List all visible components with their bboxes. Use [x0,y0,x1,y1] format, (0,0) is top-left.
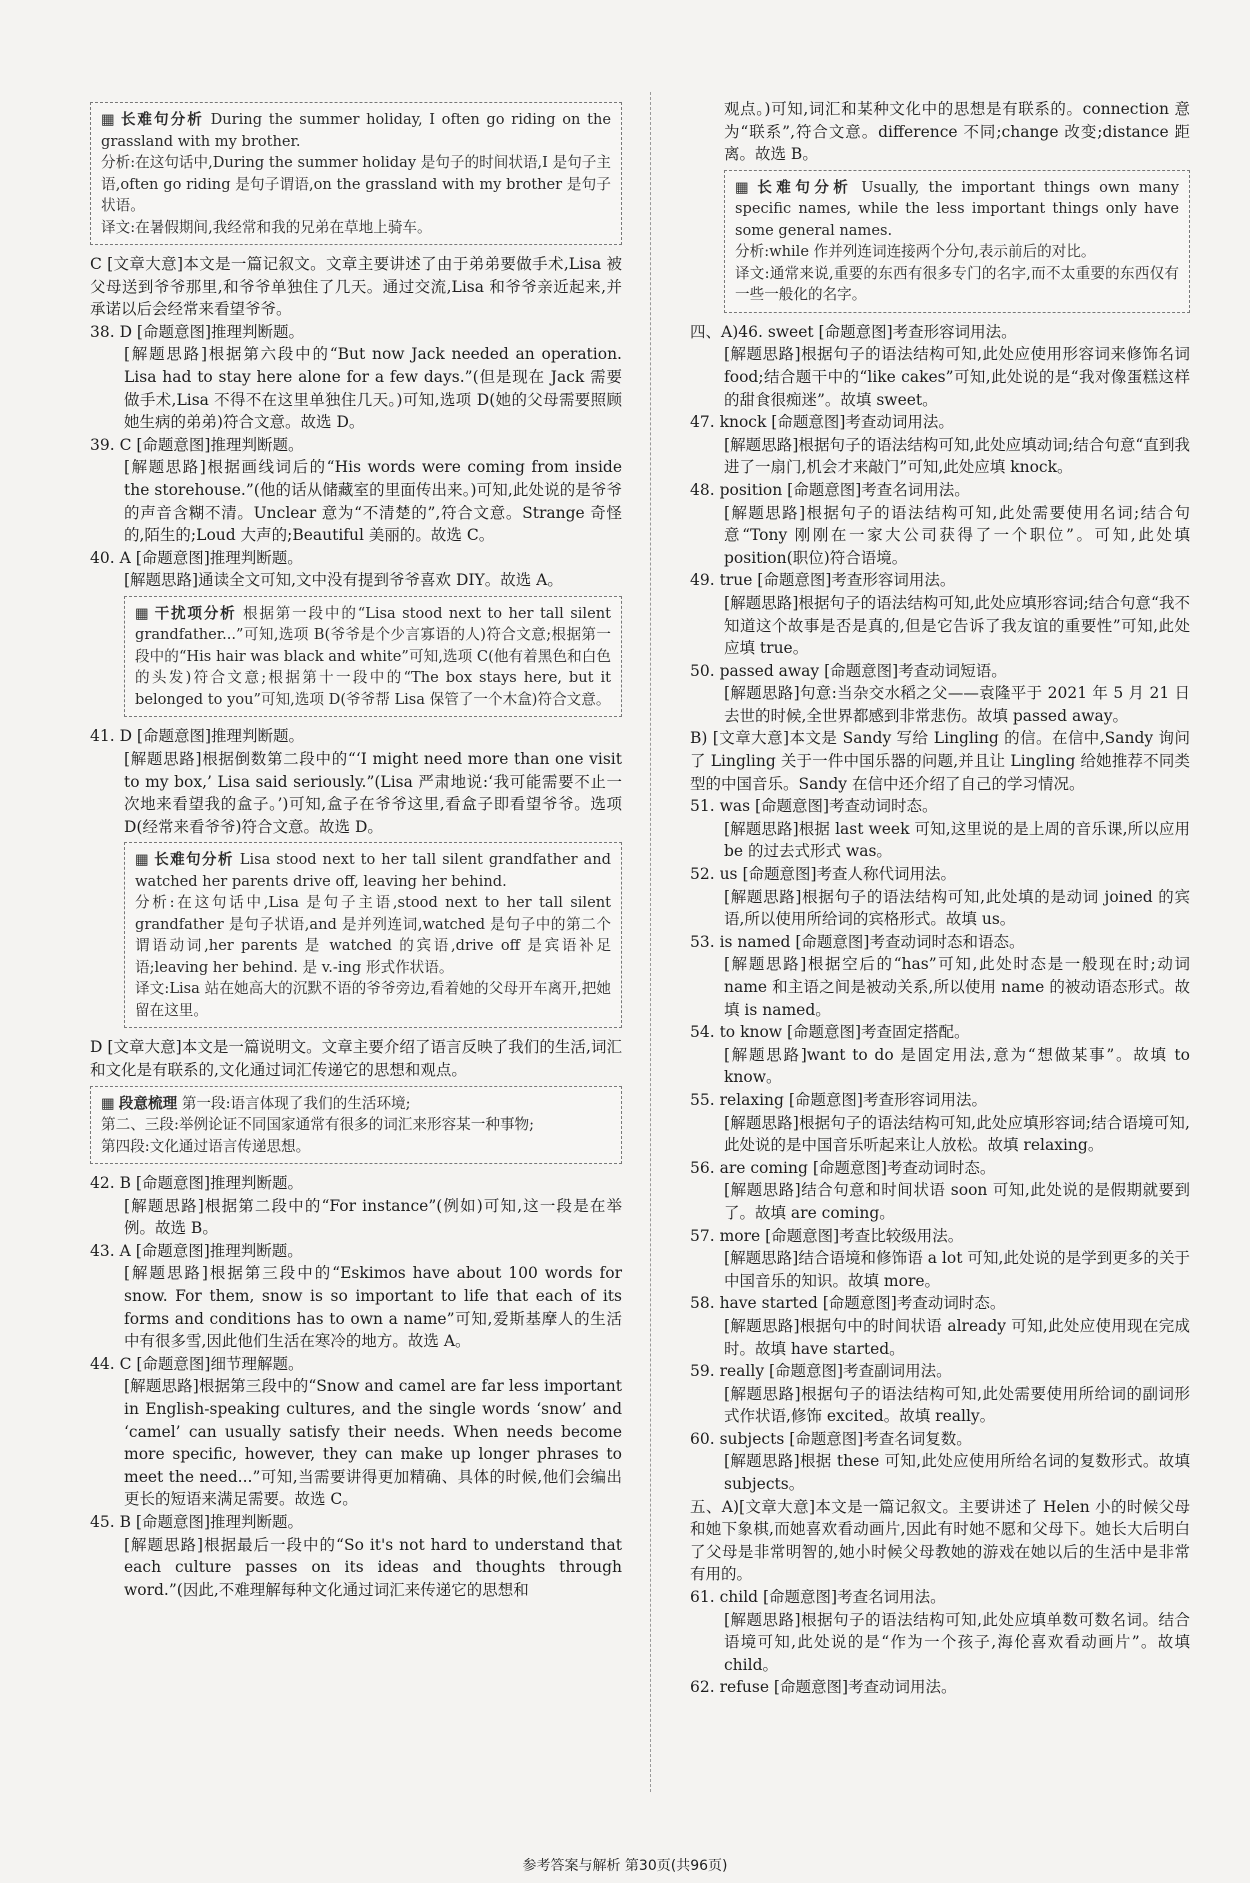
answer-item: 55. relaxing [命题意图]考查形容词用法。 [690,1090,987,1109]
long-sentence-box [724,170,1190,313]
answer-explanation: [解题思路]根据 last week 可知,这里说的是上周的音乐课,所以应用 be 的过去式形式 was。 [724,819,1190,861]
page-footer: 参考答案与解析 第30页(共96页) [522,1858,728,1874]
box-line: 译文:Lisa 站在她高大的沉默不语的爷爷旁边,看着她的父母开车离开,把她留在这里。 [135,980,611,1019]
answer-item: 56. are coming [命题意图]考查动词时态。 [690,1158,996,1177]
answer-explanation: [解题思路]根据 these 可知,此处应使用所给名词的复数形式。故填 subjects。 [724,1452,1190,1494]
answer-item: 五、A)[文章大意]本文是一篇记叙文。主要讲述了 Helen 小的时候父母和她下象棋,而她喜欢看动画片,因此有时她不愿和父母下。她长大后明白了父母是非常明智的,她小时候父母教她的游戏在她以后的生活中是非常有用的。 [690,1497,1190,1584]
answer-41: 41. D [命题意图]推理判断题。 [90,727,305,746]
answer-explanation: [解题思路]结合句意和时间状语 soon 可知,此处说的是假期就要到了。故填 are coming。 [724,1181,1190,1222]
answer-item: 59. really [命题意图]考查副词用法。 [690,1362,952,1381]
answer-explanation: [解题思路]根据句子的语法结构可知,此处需要使用所给词的副词形式作状语,修饰 excited。故填 really。 [724,1384,1190,1426]
long-sentence-box [124,842,622,1028]
answer-item: 48. position [命题意图]考查名词用法。 [690,480,970,499]
answer-42: 42. B [命题意图]推理判断题。 [90,1174,303,1193]
box-line: 第四段:文化通过语言传递思想。 [101,1137,311,1155]
box-label: ▦ 长难句分析 [101,111,204,128]
box-label: ▦ 段意梳理 [101,1095,177,1112]
answer-explanation: [解题思路]结合语境和修饰语 a lot 可知,此处说的是学到更多的关于中国音乐的知识。故填 more。 [724,1249,1190,1290]
box-line: 分析:在这句话中,Lisa 是句子主语,stood next to her tall silent grandfather 是句子状语,and 是并列连词,watched 是句子中的第二个谓语动词,her parents 是 watched 的宾语,drive off 是宾语补足语;leaving her behind. 是 v.-ing 形式作状语。 [135,894,611,976]
answer-42-explanation: [解题思路]根据第二段中的“For instance”(例如)可知,这一段是在举例。故选 B。 [124,1196,622,1238]
answer-explanation: [解题思路]根据句中的时间状语 already 可知,此处应使用现在完成时。故填 have started。 [724,1316,1190,1358]
section-c-summary: C [文章大意]本文是一篇记叙文。文章主要讲述了由于弟弟要做手术,Lisa 被父母送到爷爷那里,和爷爷单独住了几天。通过交流,Lisa 和爷爷亲近起来,并承诺以后会经常来看望爷爷。 [90,255,622,319]
box-line: Lisa stood next to her tall silent grandfather and watched her parents drive off, leaving her behind. [135,851,611,890]
answer-item: 四、A)46. sweet [命题意图]考查形容词用法。 [690,322,1017,341]
answer-44: 44. C [命题意图]细节理解题。 [90,1354,304,1373]
paragraph-outline-box [90,1086,622,1165]
answer-item: 54. to know [命题意图]考查固定搭配。 [690,1023,970,1042]
box-line: 译文:通常来说,重要的东西有很多专门的名字,而不太重要的东西仅有一些一般化的名字。 [735,264,1179,304]
box-label: ▦ 干扰项分析 [135,605,237,622]
right-column [690,98,1190,1699]
answer-item: 62. refuse [命题意图]考查动词用法。 [690,1678,957,1697]
answer-38: 38. D [命题意图]推理判断题。 [90,322,305,341]
answer-item: 58. have started [命题意图]考查动词时态。 [690,1294,1006,1313]
answer-explanation: [解题思路]根据句子的语法结构可知,此处应填动词;结合句意“直到我进了一扇门,机会才来敲门”可知,此处应填 knock。 [724,435,1190,477]
box-line: 分析:在这句话中,During the summer holiday 是句子的时间状语,I 是句子主语,often go riding 是句子谓语,on the grassland with my brother 是句子状语。 [101,154,611,214]
answer-41-explanation: [解题思路]根据倒数第二段中的“‘I might need more than one visit to my box,’ Lisa said seriously.”(Lisa 严肃地说:‘我可能需要不止一次地来看望我的盒子。’)可知,盒子在爷爷这里,看盒子即看望爷爷。选项 D(经常来看爷爷)符合文意。故选 D。 [124,750,622,836]
box-label: ▦ 长难句分析 [135,851,234,868]
answer-40-explanation: [解题思路]通读全文可知,文中没有提到爷爷喜欢 DIY。故选 A。 [124,571,563,590]
box-text: 根据第一段中的“Lisa stood next to her tall silent grandfather...”可知,选项 B(爷爷是个少言寡语的人)符合文意;根据第一段中的“His hair was black and white”可知,选项 C(他有着黑色和白色的头发)符合文意;根据第十一段中的“The box stays here, but it belonged to you”可知,选项 D(爷爷帮 Lisa 保管了一个木盒)符合文意。 [135,604,611,708]
answer-40: 40. A [命题意图]推理判断题。 [90,548,303,567]
answer-explanation: [解题思路]根据句子的语法结构可知,此处填的是动词 joined 的宾语,所以使用所给词的宾格形式。故填 us。 [724,887,1190,929]
answer-item: 57. more [命题意图]考查比较级用法。 [690,1226,964,1245]
answer-explanation: [解题思路]根据句子的语法结构可知,此处应填单数可数名词。结合语境可知,此处说的是“作为一个孩子,海伦喜欢看动画片”。故填 child。 [724,1610,1190,1674]
answer-item: 60. subjects [命题意图]考查名词复数。 [690,1429,972,1448]
left-column [90,98,622,1601]
section-d-summary: D [文章大意]本文是一篇说明文。文章主要介绍了语言反映了我们的生活,词汇和文化是有联系的,文化通过词汇传递它的思想和观点。 [90,1038,622,1079]
answer-item: 51. was [命题意图]考查动词时态。 [690,797,938,816]
answer-44-explanation: [解题思路]根据第三段中的“Snow and camel are far less important in English-speaking cultures, and the single words ‘snow’ and ‘camel’ can usually satisfy their needs. When needs become more specific, however, they can make up longer phrases to meet the need...”可知,当需要讲得更加精确、具体的时候,他们会编出更长的短语来满足需要。故选 C。 [124,1377,622,1509]
answer-explanation: [解题思路]根据句子的语法结构可知,此处应使用形容词来修饰名词 food;结合题干中的“like cakes”可知,此处说的是“我对像蛋糕这样的甜食很痴迷”。故填 sweet。 [724,345,1190,409]
box-line: 第一段:语言体现了我们的生活环境; [181,1094,411,1112]
answer-45: 45. B [命题意图]推理判断题。 [90,1512,303,1531]
box-line: 译文:在暑假期间,我经常和我的兄弟在草地上骑车。 [101,218,432,236]
box-line: Usually, the important things own many specific names, while the less important things only have some general names. [735,178,1179,239]
answer-explanation: [解题思路]根据句子的语法结构可知,此处应填形容词;结合句意“我不知道这个故事是否是真的,但是它告诉了我友谊的重要性”可知,此处应填 true。 [724,593,1190,658]
answer-item: 52. us [命题意图]考查人称代词用法。 [690,865,957,884]
answer-item: 53. is named [命题意图]考查动词时态和语态。 [690,932,1025,951]
answer-explanation: [解题思路]want to do 是固定用法,意为“想做某事”。故填 to know。 [724,1045,1190,1087]
answer-explanation: [解题思路]根据句子的语法结构可知,此处应填形容词;结合语境可知,此处说的是中国音乐听起来让人放松。故填 relaxing。 [724,1113,1190,1155]
answer-43: 43. A [命题意图]推理判断题。 [90,1241,303,1260]
answer-45-continued: 观点。)可知,词汇和某种文化中的思想是有联系的。connection 意为“联系”,符合文意。difference 不同;change 改变;distance 距离。故选 B。 [724,100,1190,164]
answer-item: 49. true [命题意图]考查形容词用法。 [690,571,956,590]
answer-39-explanation: [解题思路]根据画线词后的“His words were coming from inside the storehouse.”(他的话从储藏室的里面传出来。)可知,此处说的是爷爷的声音含糊不清。Unclear 意为“不清楚的”,符合文意。Strange 奇怪的,陌生的;Loud 大声的;Beautiful 美丽的。故选 C。 [124,458,622,545]
answer-list [690,321,1190,1699]
answer-explanation: [解题思路]根据句子的语法结构可知,此处需要使用名词;结合句意“Tony 刚刚在一家大公司获得了一个职位”。可知,此处填 position(职位)符合语境。 [724,503,1190,567]
answer-item: 61. child [命题意图]考查名词用法。 [690,1588,946,1607]
answer-43-explanation: [解题思路]根据第三段中的“Eskimos have about 100 words for snow. For them, snow is so important to life that each of its forms and conditions has to own a name”可知,爱斯基摩人的生活中有很多雪,因此他们生活在寒冷的地方。故选 A。 [124,1264,622,1351]
answer-38-explanation: [解题思路]根据第六段中的“But now Jack needed an operation. Lisa had to stay here alone for a few days.”(但是现在 Jack 需要做手术,Lisa 不得不在这里单独住几天。)可知,选项 D(她的父母需要照顾她生病的弟弟)符合文意。故选 D。 [124,345,622,432]
box-line: 第二、三段:举例论证不同国家通常有很多的词汇来形容某一种事物; [101,1116,535,1134]
long-sentence-box [90,102,622,245]
column-divider [650,92,651,1792]
answer-item: B) [文章大意]本文是 Sandy 写给 Lingling 的信。在信中,Sandy 询问了 Lingling 关于一件中国乐器的问题,并且让 Lingling 给她推荐不同类型的中国音乐。Sandy 在信中还介绍了自己的学习情况。 [690,729,1190,793]
answer-39: 39. C [命题意图]推理判断题。 [90,435,304,454]
box-label: ▦ 长难句分析 [735,179,852,196]
box-line: 分析:while 作并列连词连接两个分句,表示前后的对比。 [735,243,1096,261]
box-line: During the summer holiday, I often go riding on the grassland with my brother. [101,111,612,150]
answer-explanation: [解题思路]根据空后的“has”可知,此处时态是一般现在时;动词 name 和主语之间是被动关系,所以使用 name 的被动语态形式。故填 is named。 [724,955,1190,1019]
answer-45-explanation: [解题思路]根据最后一段中的“So it's not hard to understand that each culture passes on its ideas and thoughts through word.”(因此,不难理解每种文化通过词汇来传递它的思想和 [124,1535,622,1599]
answer-item: 50. passed away [命题意图]考查动词短语。 [690,661,1007,680]
distractor-analysis-box [124,596,622,718]
answer-explanation: [解题思路]句意:当杂交水稻之父——袁隆平于 2021 年 5 月 21 日去世的时候,全世界都感到非常悲伤。故填 passed away。 [724,684,1190,725]
answer-item: 47. knock [命题意图]考查动词用法。 [690,413,954,432]
